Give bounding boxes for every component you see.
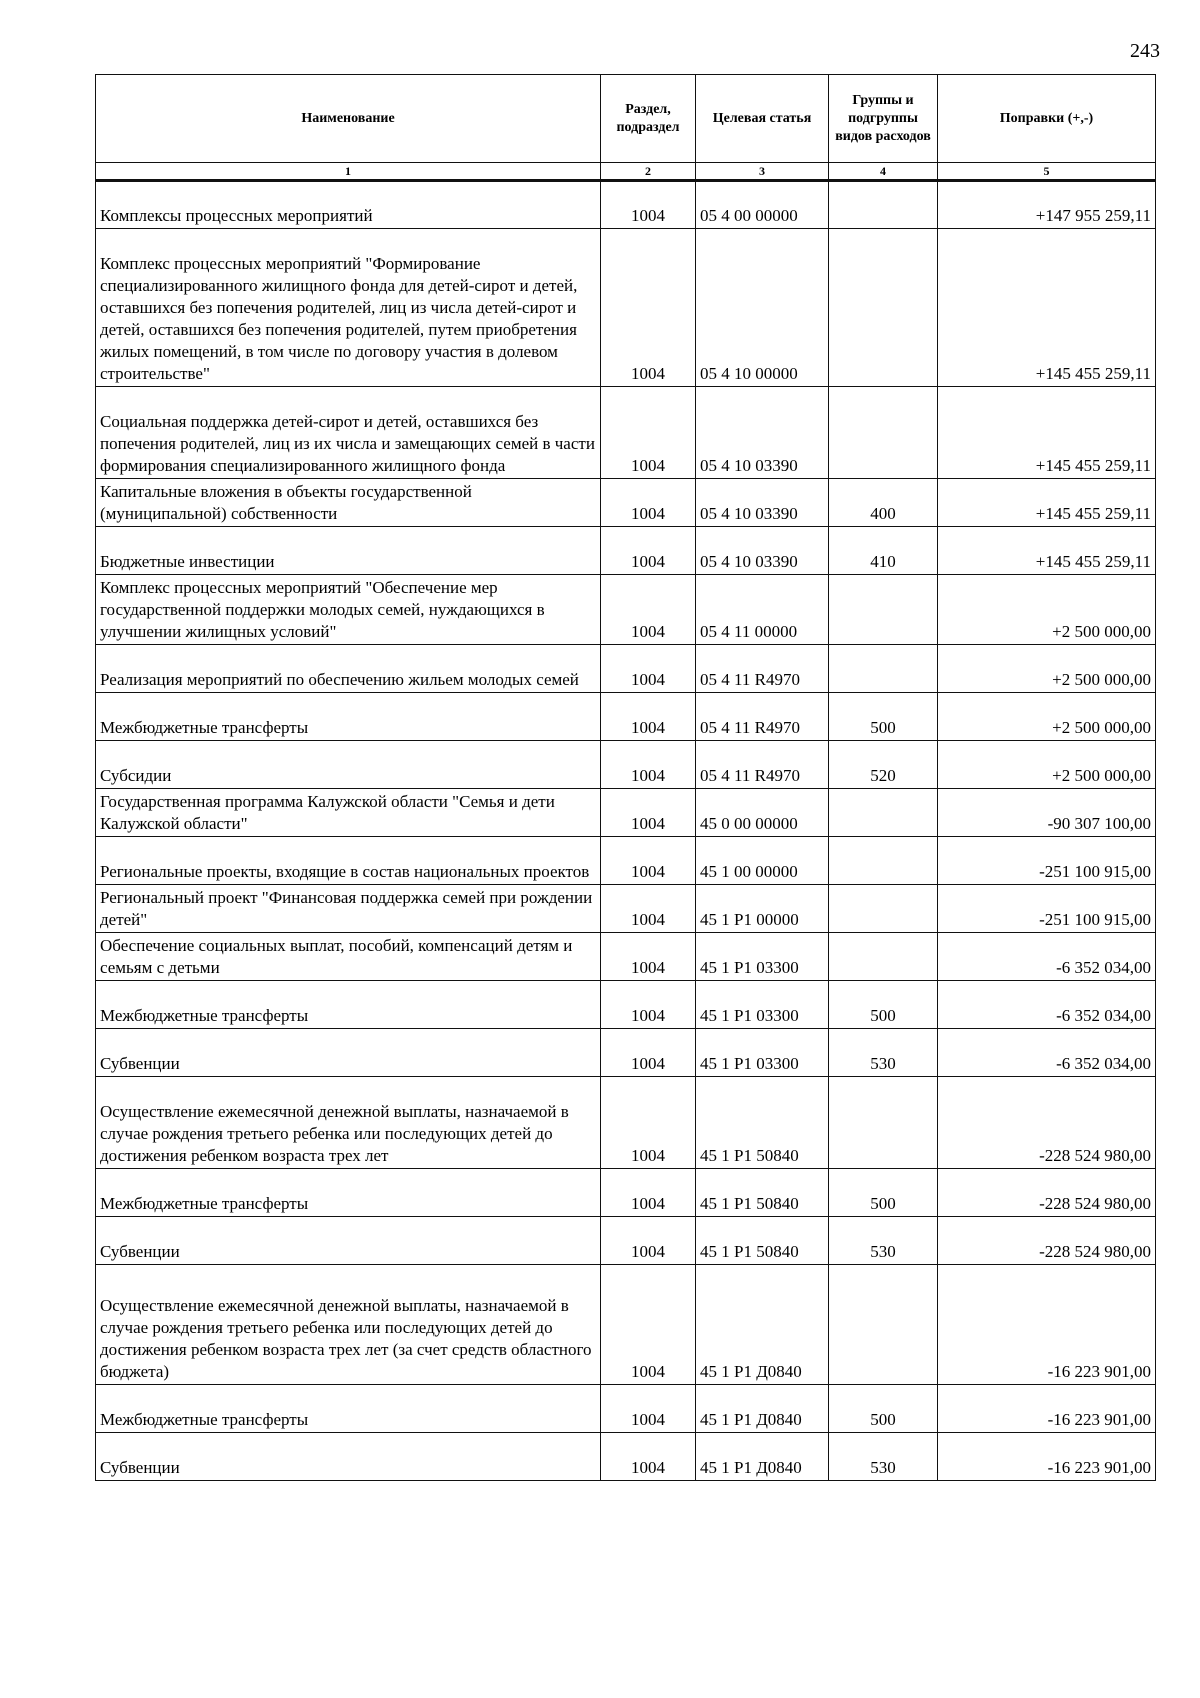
row-target: 45 1 P1 00000 [696,885,829,933]
table-row [96,1029,1156,1077]
row-amount: +2 500 000,00 [938,741,1156,789]
table-row [96,1217,1156,1265]
row-group: 530 [829,1433,938,1481]
table-row [96,387,1156,479]
row-group [829,933,938,981]
table-row [96,181,1156,229]
row-amount: +145 455 259,11 [938,229,1156,387]
row-group [829,387,938,479]
row-amount: -251 100 915,00 [938,837,1156,885]
row-target: 45 1 P1 03300 [696,1029,829,1077]
row-name: Межбюджетные трансферты [96,981,601,1029]
row-section: 1004 [601,1029,696,1077]
row-target: 05 4 11 R4970 [696,741,829,789]
row-section: 1004 [601,741,696,789]
row-amount: -16 223 901,00 [938,1265,1156,1385]
page-number: 243 [1130,40,1160,62]
row-group: 520 [829,741,938,789]
row-name: Капитальные вложения в объекты государственной (муниципальной) собственности [96,479,601,527]
row-amount: -228 524 980,00 [938,1077,1156,1169]
table-row [96,693,1156,741]
row-amount: -251 100 915,00 [938,885,1156,933]
row-amount: +2 500 000,00 [938,693,1156,741]
row-amount: -6 352 034,00 [938,1029,1156,1077]
row-name: Субвенции [96,1433,601,1481]
row-group: 500 [829,1169,938,1217]
row-section: 1004 [601,1169,696,1217]
row-name: Субвенции [96,1029,601,1077]
header-amount: Поправки (+,-) [938,75,1156,163]
row-name: Межбюджетные трансферты [96,693,601,741]
table-row [96,885,1156,933]
budget-amendments-table [95,74,1156,1481]
table-row [96,837,1156,885]
table-header [96,75,1156,181]
table-row [96,789,1156,837]
row-section: 1004 [601,933,696,981]
row-section: 1004 [601,1433,696,1481]
row-target: 05 4 11 R4970 [696,645,829,693]
row-name: Государственная программа Калужской области "Семья и дети Калужской области" [96,789,601,837]
row-section: 1004 [601,229,696,387]
row-name: Бюджетные инвестиции [96,527,601,575]
table-row [96,645,1156,693]
row-target: 45 1 00 00000 [696,837,829,885]
row-section: 1004 [601,1385,696,1433]
table-row [96,1385,1156,1433]
row-name: Региональные проекты, входящие в состав национальных проектов [96,837,601,885]
row-target: 05 4 10 03390 [696,527,829,575]
row-target: 45 1 P1 03300 [696,981,829,1029]
row-section: 1004 [601,645,696,693]
row-amount: -16 223 901,00 [938,1433,1156,1481]
row-target: 45 1 P1 50840 [696,1169,829,1217]
row-group: 400 [829,479,938,527]
row-amount: -6 352 034,00 [938,933,1156,981]
column-number: 1 [96,163,601,181]
row-target: 45 1 P1 50840 [696,1077,829,1169]
row-target: 45 1 P1 50840 [696,1217,829,1265]
row-group [829,789,938,837]
row-amount: +147 955 259,11 [938,181,1156,229]
row-name: Региональный проект "Финансовая поддержка семей при рождении детей" [96,885,601,933]
table-row [96,1077,1156,1169]
row-amount: +2 500 000,00 [938,575,1156,645]
table-row [96,741,1156,789]
row-amount: -16 223 901,00 [938,1385,1156,1433]
row-target: 05 4 00 00000 [696,181,829,229]
row-group [829,1077,938,1169]
table-row [96,229,1156,387]
row-group: 500 [829,981,938,1029]
column-number: 5 [938,163,1156,181]
row-amount: +145 455 259,11 [938,387,1156,479]
row-name: Субсидии [96,741,601,789]
header-target: Целевая статья [696,75,829,163]
row-name: Комплексы процессных мероприятий [96,181,601,229]
row-amount: -90 307 100,00 [938,789,1156,837]
table-row [96,1433,1156,1481]
row-target: 05 4 11 00000 [696,575,829,645]
row-section: 1004 [601,387,696,479]
row-section: 1004 [601,575,696,645]
row-section: 1004 [601,693,696,741]
row-target: 05 4 10 03390 [696,479,829,527]
table-row [96,527,1156,575]
row-name: Комплекс процессных мероприятий "Формирование специализированного жилищного фонда для детей-сирот и детей, оставшихся без попечения родителей, лиц из числа детей-сирот и детей, оставшихся без попечения родителей, путем приобретения жилых помещений, в том числе по договору участия в долевом строительстве" [96,229,601,387]
row-name: Комплекс процессных мероприятий "Обеспечение мер государственной поддержки молодых семей, нуждающихся в улучшении жилищных условий" [96,575,601,645]
table-row [96,575,1156,645]
row-name: Межбюджетные трансферты [96,1385,601,1433]
row-target: 45 0 00 00000 [696,789,829,837]
row-target: 05 4 10 00000 [696,229,829,387]
row-group: 410 [829,527,938,575]
row-section: 1004 [601,837,696,885]
row-section: 1004 [601,1265,696,1385]
row-section: 1004 [601,479,696,527]
row-group [829,837,938,885]
row-target: 45 1 P1 Д0840 [696,1433,829,1481]
row-section: 1004 [601,1217,696,1265]
row-group [829,645,938,693]
table-row [96,1169,1156,1217]
row-target: 05 4 10 03390 [696,387,829,479]
row-name: Межбюджетные трансферты [96,1169,601,1217]
table-row [96,981,1156,1029]
row-group: 530 [829,1029,938,1077]
row-name: Осуществление ежемесячной денежной выплаты, назначаемой в случае рождения третьего ребенка или последующих детей до достижения ребенком возраста трех лет (за счет средств областного бюджета) [96,1265,601,1385]
row-group [829,575,938,645]
row-group: 500 [829,693,938,741]
row-group [829,229,938,387]
row-section: 1004 [601,1077,696,1169]
row-target: 45 1 P1 Д0840 [696,1385,829,1433]
column-number: 4 [829,163,938,181]
row-target: 45 1 P1 03300 [696,933,829,981]
row-name: Осуществление ежемесячной денежной выплаты, назначаемой в случае рождения третьего ребенка или последующих детей до достижения ребенком возраста трех лет [96,1077,601,1169]
row-section: 1004 [601,181,696,229]
row-group [829,885,938,933]
row-group: 530 [829,1217,938,1265]
row-name: Субвенции [96,1217,601,1265]
row-amount: -6 352 034,00 [938,981,1156,1029]
row-section: 1004 [601,527,696,575]
header-name: Наименование [96,75,601,163]
row-target: 45 1 P1 Д0840 [696,1265,829,1385]
row-target: 05 4 11 R4970 [696,693,829,741]
row-name: Реализация мероприятий по обеспечению жильем молодых семей [96,645,601,693]
column-number: 2 [601,163,696,181]
column-number: 3 [696,163,829,181]
row-section: 1004 [601,789,696,837]
table-body [96,181,1156,1481]
header-section: Раздел, подраздел [601,75,696,163]
row-group: 500 [829,1385,938,1433]
row-section: 1004 [601,981,696,1029]
row-amount: +145 455 259,11 [938,479,1156,527]
header-group: Группы и подгруппы видов расходов [829,75,938,163]
table-row [96,933,1156,981]
row-name: Социальная поддержка детей-сирот и детей, оставшихся без попечения родителей, лиц из их числа и замещающих семей в части формирования специализированного жилищного фонда [96,387,601,479]
row-amount: +145 455 259,11 [938,527,1156,575]
table-row [96,479,1156,527]
row-amount: +2 500 000,00 [938,645,1156,693]
row-group [829,181,938,229]
row-section: 1004 [601,885,696,933]
row-name: Обеспечение социальных выплат, пособий, компенсаций детям и семьям с детьми [96,933,601,981]
row-group [829,1265,938,1385]
table-row [96,1265,1156,1385]
row-amount: -228 524 980,00 [938,1169,1156,1217]
row-amount: -228 524 980,00 [938,1217,1156,1265]
